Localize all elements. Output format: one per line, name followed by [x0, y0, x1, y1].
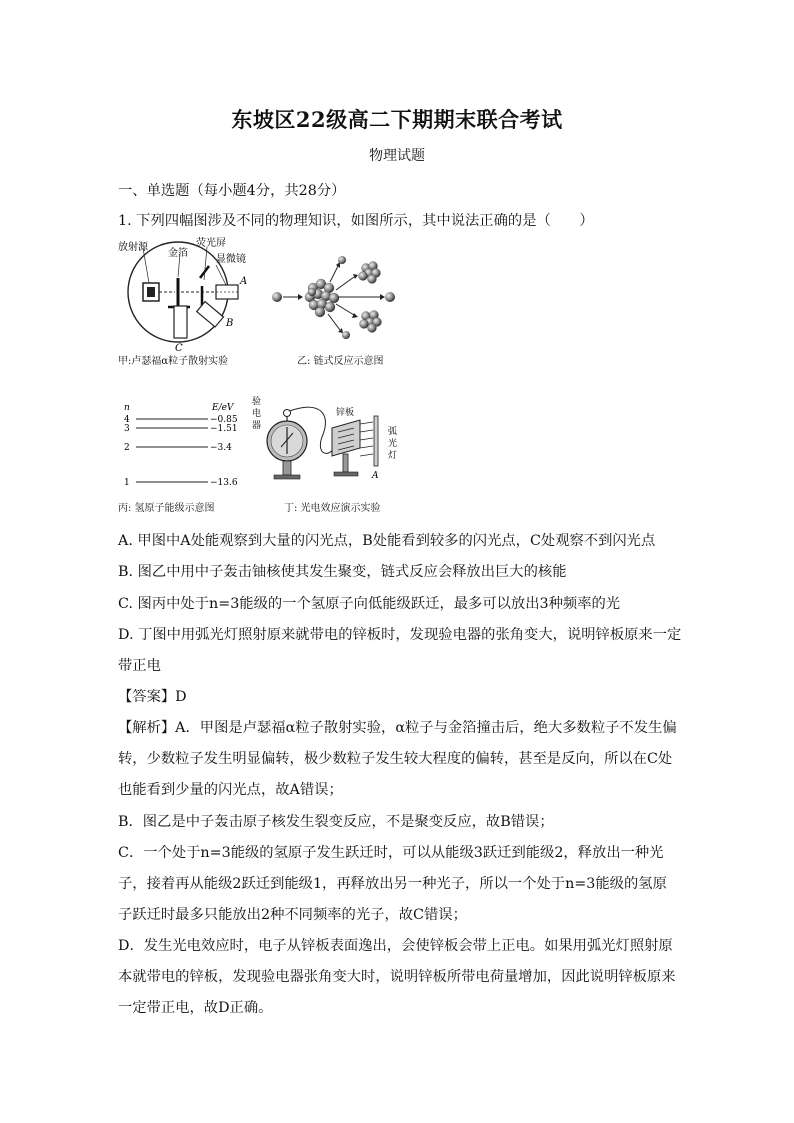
label-electroscope-1: 验	[252, 397, 262, 407]
label-c: C	[175, 343, 183, 354]
label-lamp-1: 弧	[388, 427, 398, 437]
label-a: A	[240, 276, 248, 287]
analysis-line: C．一个处于n=3能级的氢原子发生跃迁时，可以从能级3跃迁到能级2，释放出一种光	[118, 845, 664, 861]
section-heading: 一、单选题（每小题4分，共28分）	[118, 183, 346, 199]
label-ding-a: A	[372, 471, 379, 481]
figure-chain-reaction	[268, 246, 398, 346]
option-b: B. 图乙中用中子轰击铀核使其发生聚变，链式反应会释放出巨大的核能	[118, 564, 567, 580]
analysis-line: 子跃迁时最多只能放出2种不同频率的光子，故C错误；	[118, 907, 467, 923]
analysis-line: 【解析】A．甲图是卢瑟福α粒子散射实验，α粒子与金箔撞击后，绝大多数粒子不发生偏	[118, 720, 677, 736]
caption-yi: 乙: 链式反应示意图	[297, 356, 384, 367]
label-zinc: 锌板	[336, 408, 355, 418]
label-source: 放射源	[118, 242, 148, 253]
exam-title: 东坡区22级高二下期期末联合考试	[231, 107, 563, 132]
label-lamp-2: 光	[388, 439, 398, 449]
label-electroscope-2: 电	[252, 409, 262, 419]
level-e-1: −13.6	[210, 478, 238, 488]
label-electroscope-3: 器	[252, 421, 262, 431]
analysis-line: 一定带正电，故D正确。	[118, 1000, 273, 1016]
label-microscope: 显微镜	[216, 254, 246, 265]
caption-ding: 丁: 光电效应演示实验	[284, 503, 381, 514]
label-screen: 荧光屏	[196, 238, 226, 249]
option-a: A. 甲图中A处能观察到大量的闪光点，B处能看到较多的闪光点，C处观察不到闪光点	[118, 533, 656, 549]
analysis-line: 本就带电的锌板，发现验电器张角变大时，说明锌板所带电荷量增加，因此说明锌板原来	[118, 969, 676, 985]
label-b: B	[226, 318, 234, 329]
level-e-2: −3.4	[210, 443, 232, 453]
analysis-line: 转，少数粒子发生明显偏转，极少数粒子发生较大程度的偏转，甚至是反向，所以在C处	[118, 751, 673, 767]
label-foil: 金箔	[168, 248, 188, 259]
figure-photoelectric	[250, 392, 410, 500]
level-n-1: 1	[124, 478, 130, 488]
analysis-line: D．发生光电效应时，电子从锌板表面逸出，会使锌板会带上正电。如果用弧光灯照射原	[118, 938, 673, 954]
axis-n-label: n	[124, 403, 130, 413]
caption-bing: 丙: 氢原子能级示意图	[118, 503, 215, 514]
caption-jia: 甲:卢瑟福α粒子散射实验	[118, 356, 229, 367]
option-d-cont: 带正电	[118, 658, 161, 674]
analysis-line: 子，接着再从能级2跃迁到能级1，再释放出另一种光子，所以一个处于n=3能级的氢原	[118, 876, 667, 892]
label-lamp-3: 灯	[388, 451, 398, 461]
level-n-3: 3	[124, 424, 130, 434]
answer: 【答案】D	[118, 689, 187, 705]
level-e-4: −0.85	[210, 415, 238, 425]
level-n-4: 4	[124, 415, 130, 425]
question-stem: 1. 下列四幅图涉及不同的物理知识，如图所示，其中说法正确的是（ ）	[118, 213, 594, 229]
option-d: D. 丁图中用弧光灯照射原来就带电的锌板时，发现验电器的张角变大，说明锌板原来一定	[118, 627, 682, 643]
level-n-2: 2	[124, 443, 130, 453]
analysis-line: B．图乙是中子轰击原子核发生裂变反应，不是聚变反应，故B错误；	[118, 814, 554, 830]
analysis-line: 也能看到少量的闪光点，故A错误；	[118, 782, 343, 798]
exam-subtitle: 物理试题	[369, 148, 425, 164]
option-c: C. 图丙中处于n=3能级的一个氢原子向低能级跃迁，最多可以放出3种频率的光	[118, 596, 621, 612]
level-e-3: −1.51	[210, 424, 238, 434]
axis-e-label: E/eV	[212, 403, 234, 413]
figure-energy-levels	[120, 400, 240, 495]
